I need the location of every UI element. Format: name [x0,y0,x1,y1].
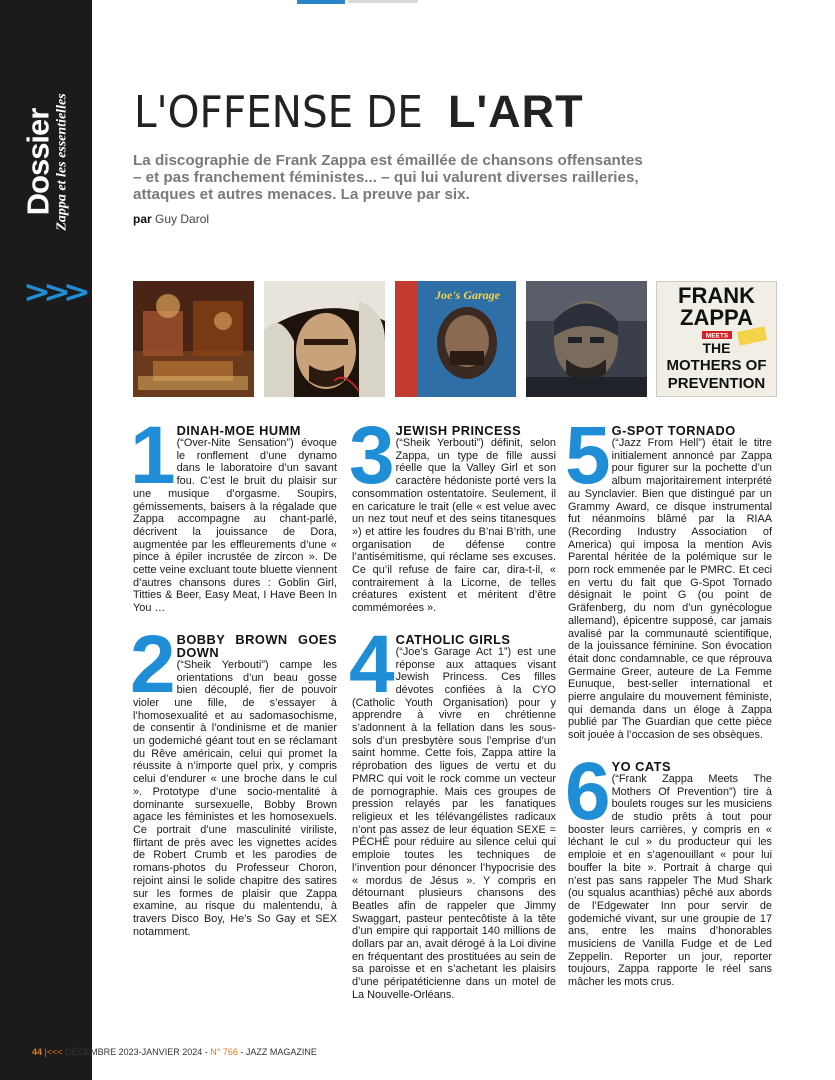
list-item [130,618,337,938]
item-number: 2 [130,618,173,710]
list-item [565,410,772,742]
over-nite-sensation-cover [133,281,254,397]
headline-bold: L'ART [447,86,584,137]
top-tab-accent [297,0,345,4]
footer-separator: |<<< [44,1047,63,1057]
zappa-meets-mothers-of-prevention-cover [656,281,777,397]
footer-date: DÉCEMBRE 2023-JANVIER 2024 [65,1047,203,1057]
item-title: G-SPOT TORNADO [611,423,736,438]
list-item [349,410,556,615]
cover5-line1: FRANK [678,283,755,308]
section-title: Dossier [20,108,56,216]
item-number: 1 [130,410,173,501]
list-item [349,618,556,1002]
item-number: 4 [349,618,392,710]
byline [133,212,209,226]
section-label [22,93,71,230]
column-2 [349,410,556,1020]
cover5-line3: THE [702,340,731,356]
cover5-line5: PREVENTION [667,375,766,392]
page-number: 44 [32,1047,43,1057]
joes-garage-cover [395,281,516,397]
item-body: (“Frank Zappa Meets The Mothers Of Prevention”) tire à boulets rouges sur les musiciens de studio prêts à tout pour booster leurs carrières, y compris en « léchant le cul » du producteur qui les emploie et en s’agenouillant « pour lui bouffer la bite ». Portrait à charge qui n’est pas sans rappeler The Mud Shark (ou squalus acanthias) pêché aux abords de l’Edgewater Inn pour servir de godemiché vivant, sur une groupie de 17 ans, entre les mains d’honorables musiciens de Vanilla Fudge et de Led Zeppelin. Reporter un jour, reporter toujours, Zappa rapporte le réel sans mâcher les mots crus. [568,772,772,989]
cover5-line2: ZAPPA [680,305,753,330]
item-body: (“Sheik Yerbouti”) campe les orientations d’un beau gosse bien découplé, fier de pouvoir violer une fille, de s’essayer à l’homosexualité et au sadomasochisme, de consentir à l’ondinisme et de manier un godemiché géant tout en se réclamant du Rêve américain, celui qui promet la réussite à n’importe quel prix, y compris celui d’endurer « une broche dans le cul ». Prototype d’une socio-mentalité à dominante sursexuelle, Bobby Brown agace les féministes et les homosexuels. Ce portrait d’une masculinité viriliste, flirtant de près avec les vignettes acides de Robert Crumb et les parodies de romans-photos du Professeur Choron, rejoint ainsi le solide chapitre des satires sur les formes de plaisir que Zappa examine, au risque du malentendu, à travers Disco Boy, He’s So Gay et SEX notamment. [133,658,337,938]
sheik-yerbouti-cover [264,281,385,397]
item-number: 3 [349,410,392,501]
footer-magazine: - JAZZ MAGAZINE [240,1047,317,1057]
column-3 [565,410,772,1007]
cover5-meets: MEETS [705,332,729,340]
item-title: BOBBY BROWN GOES DOWN [176,631,337,660]
footer-issue: N° 766 [210,1047,238,1057]
standfirst: La discographie de Frank Zappa est émaillée de chansons offensantes – et pas franchement féministes... – qui lui valurent diverses railleries, attaques et autres menaces. La preuve par six. [133,152,643,203]
footer-dash: - [204,1047,208,1057]
item-body: (“Sheik Yerbouti”) définit, selon Zappa, un type de fille aussi réelle que la Valley Girl et son caractère hédoniste porté vers la consommation ostentatoire. Seulement, il en caricature le trait (elle « est velue avec un nez tout neuf et des seins titanesques ») et attire les foudres du B’nai B’rith, une organisation de défense contre l’antisémitisme, qui réclame ses excuses. Ce qu’il refuse de faire car, dira-t-il, « contrairement à la Licorne, de telles créatures existent et méritent d’être commémorées ». [352,437,556,615]
item-number: 5 [565,410,608,501]
section-subtitle: Zappa et les essentielles [54,93,70,231]
chevrons-icon: >>> [23,275,84,310]
headline [134,86,584,138]
sidebar-band [0,0,92,1080]
item-title: CATHOLIC GIRLS [395,631,511,647]
byline-author: Guy Darol [155,212,210,226]
joes-garage-title: Joe's Garage [435,288,500,302]
item-body: (“Jazz From Hell”) était le titre initialement annoncé par Zappa pour figurer sur la pochette d’un album majoritairement interprété au Synclavier. Bien que distingué par un Grammy Award, ce disque instrumental fut néanmoins blâmé par la RIAA (Recording Industry Association of America) qui imposa la mention Avis Parental héritée de la polémique sur le porn rock emmenée par le PMRC. Et ceci en vertu du fait que G-Spot Tornado désignait le point G (ou point de Gräfenberg, du nom d’un gynécologue allemand), épicentre supposé, car jamais avalisé par la communauté scientifique, de la jouissance féminine. Son évocation était donc condamnable, ce que réprouva Germaine Greer, auteure de La Femme Eunuque, best-seller international et pierre angulaire du mouvement féministe, qui demanda dans un éloge à Zappa publié par The Guardian que cette pièce soit jouée à l’occasion de ses obsèques. [568,437,772,742]
item-title: DINAH-MOE HUMM [176,423,301,438]
item-title: YO CATS [611,758,672,774]
cover5-line4: MOTHERS OF [666,357,767,374]
list-item [565,745,772,989]
top-tab-grey [348,0,418,3]
byline-prefix: par [133,212,152,226]
item-title: JEWISH PRINCESS [395,423,522,438]
item-number: 6 [565,745,608,837]
item-body: (“Over-Nite Sensation”) évoque le ronflement d’une dynamo dans le laboratoire d’un savant fou. C’est le bruit du plaisir sur une musique d’orgasme. Soupirs, gémissements, baisers à la régalade que Zappa accompagne au chant-parlé, décrivent la jouissance de Dora, augmentée par les effleurements d’une « pince à épiler incrustée de zircon ». De cette veine excluant toute bluette viennent d’autres chansons dures : Goblin Girl, Titties & Beer, Easy Meat, I Have Been In You … [133,437,337,615]
column-1 [130,410,337,956]
headline-light: L'OFFENSE DE [134,87,423,138]
item-body: (“Joe’s Garage Act 1”) est une réponse aux attaques visant Jewish Princess. Ces filles dévotes confiées à la CYO (Catholic Youth Organisation) pour y apprendre à vivre en chrétienne s’adonnent à la fellation dans les sous-sols d’un presbytère sous l’emprise d’un saint homme. Cette fois, Zappa attire la réprobation des ligues de vertu et du PMRC qui voit le rock comme un vecteur de pornographie. Mais ces groupes de pression relayés par les fanatiques religieux et les télévangélistes radicaux n’ont pas assez de leur équation SEXE = PÉCHÉ pour réduire au silence celui qui emploie toutes les techniques de l’invention pour dénoncer l’hypocrisie des « mordus de Jésus ». Y compris en détournant plusieurs chansons des Beatles afin de rappeler que Jimmy Swaggart, pasteur pentecôtiste à la tête d’un empire qui rapportait 140 millions de dollars par an, avait dérogé à la Loi divine en fréquentant des prostituées au sein de sa paroisse et en s’achetant les plaisirs d’une péripatéticienne dans un motel de La Nouvelle-Orléans. [352,645,556,1001]
jazz-from-hell-cover [526,281,647,397]
page-footer [32,1047,317,1057]
list-item [130,410,337,615]
album-covers [133,281,777,397]
